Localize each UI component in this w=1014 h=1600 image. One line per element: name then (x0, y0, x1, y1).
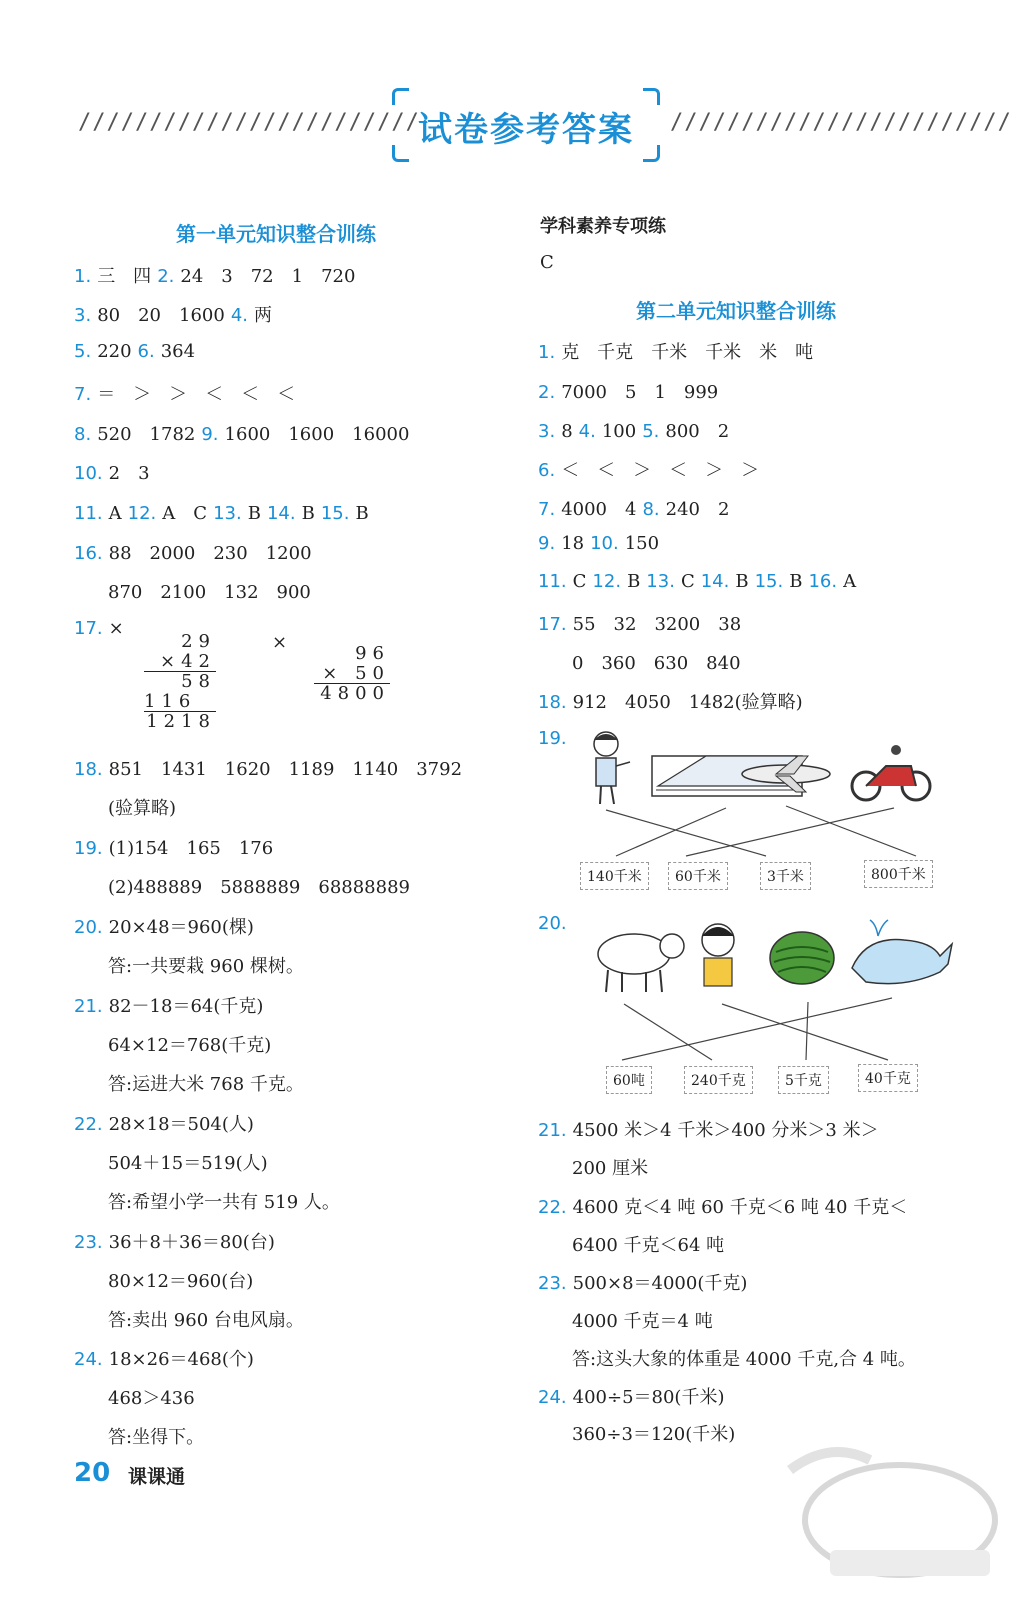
q19-label-4: 800千米 (864, 860, 933, 888)
question-number: 24. (74, 1349, 103, 1370)
motorcycle-figure (852, 745, 930, 800)
answer-text: 36＋8＋36＝80(台) (108, 1232, 275, 1253)
left-answer-row (74, 952, 304, 978)
special-practice-label: 学科素养专项练 (540, 216, 666, 237)
question-number: 22. (538, 1197, 567, 1218)
mul1-p2: 116 (144, 692, 216, 713)
left-answer-row (74, 301, 272, 327)
answer-text: 28×18＝504(人) (108, 1114, 254, 1135)
question-number: 20. (538, 913, 567, 934)
answer-text: 468＞436 (108, 1388, 195, 1409)
question-number: 3. (538, 421, 556, 442)
question-number: 8. (74, 424, 92, 445)
cow-figure (598, 934, 684, 992)
answer-text: 8 (561, 421, 573, 442)
question-number: 17. (538, 614, 567, 635)
left-answer-row (74, 380, 295, 406)
answer-text: B (627, 571, 641, 592)
right-section-title: 第二单元知识整合训练 (636, 299, 836, 323)
answer-text: 0 360 630 840 (572, 653, 741, 674)
right-answer-row (538, 417, 729, 443)
right-answer-row (538, 913, 573, 934)
left-answer-row (74, 1423, 204, 1449)
answer-text: (验算略) (108, 798, 177, 819)
question-number: 24. (538, 1387, 567, 1408)
q20-label-1: 60吨 (606, 1066, 652, 1094)
answer-text: 100 (601, 421, 637, 442)
left-answer-row (74, 618, 124, 639)
left-answer-row (74, 1110, 254, 1136)
q20-label-4: 40千克 (858, 1064, 918, 1092)
question-number: 9. (538, 533, 556, 554)
answer-text: 答:一共要栽 960 棵树。 (108, 956, 304, 977)
right-answer-row (538, 1383, 724, 1409)
answer-text: 360÷3＝120(千米) (572, 1424, 736, 1445)
answer-text: 80×12＝960(台) (108, 1271, 254, 1292)
answer-text: 851 1431 1620 1189 1140 3792 (108, 759, 463, 780)
question-number: 16. (74, 543, 103, 564)
answer-text: 18 (561, 533, 585, 554)
question-number: 5. (74, 341, 92, 362)
answer-text: 220 (97, 341, 132, 362)
answer-text: 870 2100 132 900 (108, 582, 311, 603)
answer-text: 500×8＝4000(千克) (572, 1273, 748, 1294)
page-number: 20 (74, 1458, 111, 1488)
question-number: 16. (808, 571, 838, 592)
page-title: 试卷参考答案 (418, 110, 634, 150)
question-number: 4. (230, 305, 248, 326)
answer-text: ＜ ＜ ＞ ＜ ＞ ＞ (561, 460, 760, 481)
question-number: 12. (592, 571, 622, 592)
right-answer-row (538, 571, 856, 592)
right-answer-row (538, 378, 718, 404)
mul1-a: 29 (181, 631, 216, 652)
right-answer-row (538, 1231, 724, 1257)
question-number: 13. (213, 503, 242, 524)
left-answer-row (74, 1345, 254, 1371)
vertical-multiplication-2 (314, 644, 390, 704)
question-number: 6. (137, 341, 155, 362)
answer-text: × (108, 618, 124, 639)
answer-text: 6400 千克＜64 吨 (572, 1235, 725, 1256)
answer-text: 200 厘米 (572, 1158, 649, 1179)
left-answer-row (74, 1228, 275, 1254)
question-number: 5. (642, 421, 660, 442)
header-hatch-right: //////////////////////// (670, 110, 1012, 135)
question-number: 17. (74, 618, 103, 639)
special-practice-answer: C (540, 252, 554, 273)
q17-second-mark: × (272, 632, 288, 653)
right-answer-row (538, 1269, 747, 1295)
answer-text: 64×12＝768(千克) (108, 1035, 272, 1056)
answer-text: A (108, 503, 122, 524)
answer-text: B (301, 503, 315, 524)
answer-text: 82－18＝64(千克) (108, 996, 264, 1017)
question-number: 2. (538, 382, 556, 403)
question-number: 11. (538, 571, 567, 592)
answer-text: B (247, 503, 261, 524)
vertical-multiplication-1 (144, 632, 216, 732)
answer-text: A C (162, 503, 208, 524)
question-number: 14. (266, 503, 296, 524)
right-answer-row (538, 1307, 713, 1333)
question-number: 12. (127, 503, 157, 524)
left-answer-row (74, 794, 176, 820)
right-answer-row (538, 338, 813, 364)
child-figure (702, 924, 734, 986)
answer-text: 504＋15＝519(人) (108, 1153, 268, 1174)
answer-text: 80 20 1600 (97, 305, 225, 326)
left-answer-row (74, 262, 355, 288)
mul1-p1: 58 (181, 671, 216, 692)
header-hatch-left: //////////////////////// (78, 110, 420, 135)
question-number: 3. (74, 305, 92, 326)
question-number: 7. (74, 384, 92, 405)
question-number: 23. (74, 1232, 103, 1253)
right-answer-row (538, 728, 573, 749)
question-number: 1. (74, 266, 92, 287)
watermark-logo (770, 1430, 1000, 1590)
question-number: 7. (538, 499, 556, 520)
matching-lines (622, 998, 892, 1060)
answer-text: 答:坐得下。 (108, 1427, 205, 1448)
question-number: 4. (578, 421, 596, 442)
answer-text: 520 1782 (97, 424, 196, 445)
left-answer-row (74, 755, 462, 781)
right-answer-row (538, 649, 741, 675)
q20-label-2: 240千克 (684, 1066, 753, 1094)
answer-text: 答:卖出 960 台电风扇。 (108, 1310, 304, 1331)
right-answer-row (538, 533, 659, 554)
left-answer-row (74, 341, 195, 362)
right-answer-row (538, 1193, 907, 1219)
left-answer-row (74, 1188, 340, 1214)
answer-text: 1600 1600 16000 (224, 424, 410, 445)
right-answer-row (538, 610, 741, 636)
answer-text: 18×26＝468(个) (108, 1349, 254, 1370)
q19-label-1: 140千米 (580, 862, 649, 890)
answer-text: 7000 5 1 999 (561, 382, 719, 403)
mul2-result: 4800 (320, 683, 390, 704)
answer-text: 24 3 72 1 720 (180, 266, 356, 287)
left-answer-row (74, 1267, 253, 1293)
q19-label-3: 3千米 (760, 862, 811, 890)
answer-text: 55 32 3200 38 (572, 614, 742, 635)
left-answer-row (74, 873, 410, 899)
question-number: 10. (74, 463, 103, 484)
child-figure (594, 732, 630, 804)
question-number: 14. (700, 571, 730, 592)
watermelon-figure (770, 932, 834, 984)
answer-text: C (680, 571, 695, 592)
question-number: 21. (538, 1120, 567, 1141)
question-number: 10. (590, 533, 619, 554)
right-answer-row (538, 456, 759, 482)
answer-text: 88 2000 230 1200 (108, 543, 312, 564)
left-answer-row (74, 1384, 195, 1410)
left-answer-row (74, 1070, 304, 1096)
question-number: 23. (538, 1273, 567, 1294)
answer-text: 800 2 (665, 421, 730, 442)
question-number: 19. (74, 838, 103, 859)
answer-text: B (735, 571, 749, 592)
question-number: 6. (538, 460, 556, 481)
answer-text: C (572, 571, 587, 592)
answer-text: 4500 米＞4 千米＞400 分米＞3 米＞ (572, 1120, 879, 1141)
mul2-b: × 50 (314, 664, 390, 685)
answer-text: 4600 克＜4 吨 60 千克＜6 吨 40 千克＜ (572, 1197, 908, 1218)
left-answer-row (74, 992, 263, 1018)
question-number: 21. (74, 996, 103, 1017)
left-answer-row (74, 1031, 271, 1057)
answer-text: 答:这头大象的体重是 4000 千克,合 4 吨。 (572, 1349, 916, 1370)
answer-text: 2 3 (108, 463, 150, 484)
q20-matching-figure (586, 912, 956, 1072)
question-number: 2. (157, 266, 175, 287)
right-answer-row (538, 1116, 879, 1142)
question-number: 15. (754, 571, 784, 592)
answer-text: 答:希望小学一共有 519 人。 (108, 1192, 340, 1213)
mul1-result: 1218 (146, 711, 216, 732)
answer-text: B (789, 571, 803, 592)
question-number: 15. (320, 503, 350, 524)
left-section-title: 第一单元知识整合训练 (176, 222, 376, 246)
left-answer-row (74, 834, 273, 860)
question-number: 18. (538, 692, 567, 713)
question-number: 8. (642, 499, 660, 520)
left-answer-row (74, 578, 311, 604)
question-number: 19. (538, 728, 567, 749)
answer-text: 240 2 (665, 499, 730, 520)
right-answer-row (538, 1420, 735, 1446)
answer-text: (1)154 165 176 (108, 838, 274, 859)
answer-text: ＝ ＞ ＞ ＜ ＜ ＜ (97, 384, 296, 405)
matching-lines (606, 806, 916, 856)
answer-text: A (843, 571, 857, 592)
answer-text: 912 4050 1482(验算略) (572, 692, 803, 713)
left-answer-row (74, 1306, 304, 1332)
right-answer-row (538, 688, 803, 714)
left-answer-row (74, 1149, 268, 1175)
q19-label-2: 60千米 (668, 862, 728, 890)
whale-figure (852, 920, 952, 984)
mul2-a: 96 (355, 643, 390, 664)
answer-text: 三 四 (97, 266, 152, 287)
answer-text: 364 (160, 341, 196, 362)
mul1-b: ×42 (144, 652, 216, 673)
right-answer-row (538, 495, 729, 521)
answer-text: 答:运进大米 768 千克。 (108, 1074, 304, 1095)
answer-text: 4000 千克＝4 吨 (572, 1311, 713, 1332)
left-answer-row (74, 913, 254, 939)
answer-text: B (355, 503, 369, 524)
right-answer-row (538, 1154, 648, 1180)
question-number: 11. (74, 503, 103, 524)
answer-text: 4000 4 (561, 499, 637, 520)
q20-label-3: 5千克 (778, 1066, 829, 1094)
question-number: 18. (74, 759, 103, 780)
answer-text: (2)488889 5888889 68888889 (108, 877, 410, 898)
question-number: 13. (646, 571, 675, 592)
left-answer-row (74, 539, 312, 565)
left-answer-row (74, 459, 150, 485)
answer-text: 克 千克 千米 千米 米 吨 (561, 342, 814, 363)
question-number: 20. (74, 917, 103, 938)
brand-name: 课课通 (128, 1466, 186, 1488)
right-answer-row (538, 1345, 916, 1371)
question-number: 22. (74, 1114, 103, 1135)
left-answer-row (74, 420, 409, 446)
question-number: 1. (538, 342, 556, 363)
answer-text: 两 (254, 305, 272, 326)
answer-text: 400÷5＝80(千米) (572, 1387, 725, 1408)
answer-text: 150 (624, 533, 660, 554)
header-title-box (392, 88, 660, 162)
left-answer-row (74, 499, 369, 525)
answer-text: 20×48＝960(棵) (108, 917, 254, 938)
question-number: 9. (201, 424, 219, 445)
